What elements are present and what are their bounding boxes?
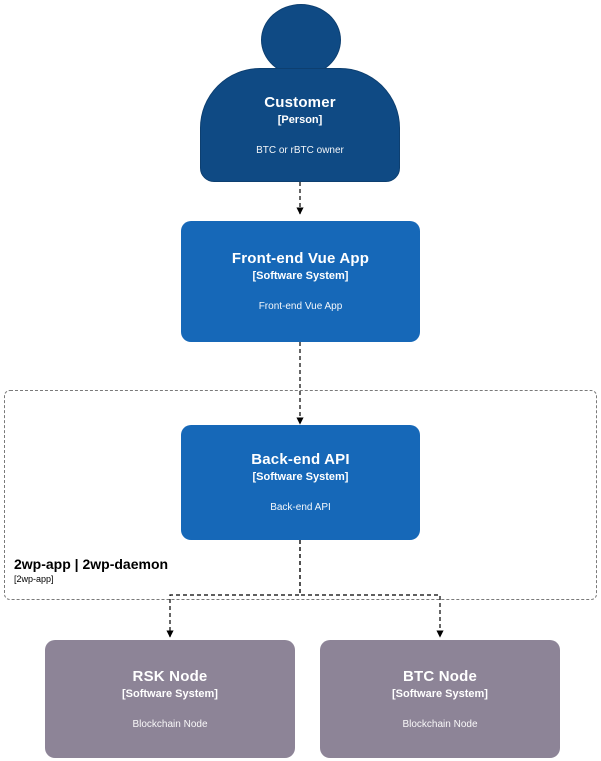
node-btc-node[interactable] bbox=[320, 640, 560, 758]
node-description: Back-end API bbox=[270, 502, 331, 513]
boundary-label bbox=[14, 556, 314, 585]
node-title: Front-end Vue App bbox=[231, 250, 370, 267]
node-type: [Person] bbox=[277, 113, 323, 126]
node-description: Blockchain Node bbox=[132, 718, 208, 730]
node-type: [Software System] bbox=[252, 270, 349, 282]
boundary-title: 2wp-app | 2wp-daemon bbox=[14, 556, 169, 572]
node-type: [Software System] bbox=[392, 687, 488, 700]
node-title: RSK Node bbox=[132, 667, 208, 685]
node-description: Front-end Vue App bbox=[258, 301, 343, 312]
node-customer[interactable] bbox=[200, 68, 400, 182]
node-rsk-node[interactable] bbox=[45, 640, 295, 758]
node-title: Back-end API bbox=[251, 451, 350, 468]
node-frontend-vue-app[interactable] bbox=[181, 221, 420, 342]
node-description: Blockchain Node bbox=[402, 718, 478, 730]
node-description: BTC or rBTC owner bbox=[256, 144, 344, 156]
node-type: [Software System] bbox=[252, 471, 349, 483]
node-title: Customer bbox=[264, 93, 336, 111]
boundary-subtitle: [2wp-app] bbox=[14, 574, 54, 584]
node-type: [Software System] bbox=[122, 687, 218, 700]
person-head-icon bbox=[261, 4, 341, 76]
node-backend-api[interactable] bbox=[181, 425, 420, 540]
node-title: BTC Node bbox=[402, 667, 478, 685]
